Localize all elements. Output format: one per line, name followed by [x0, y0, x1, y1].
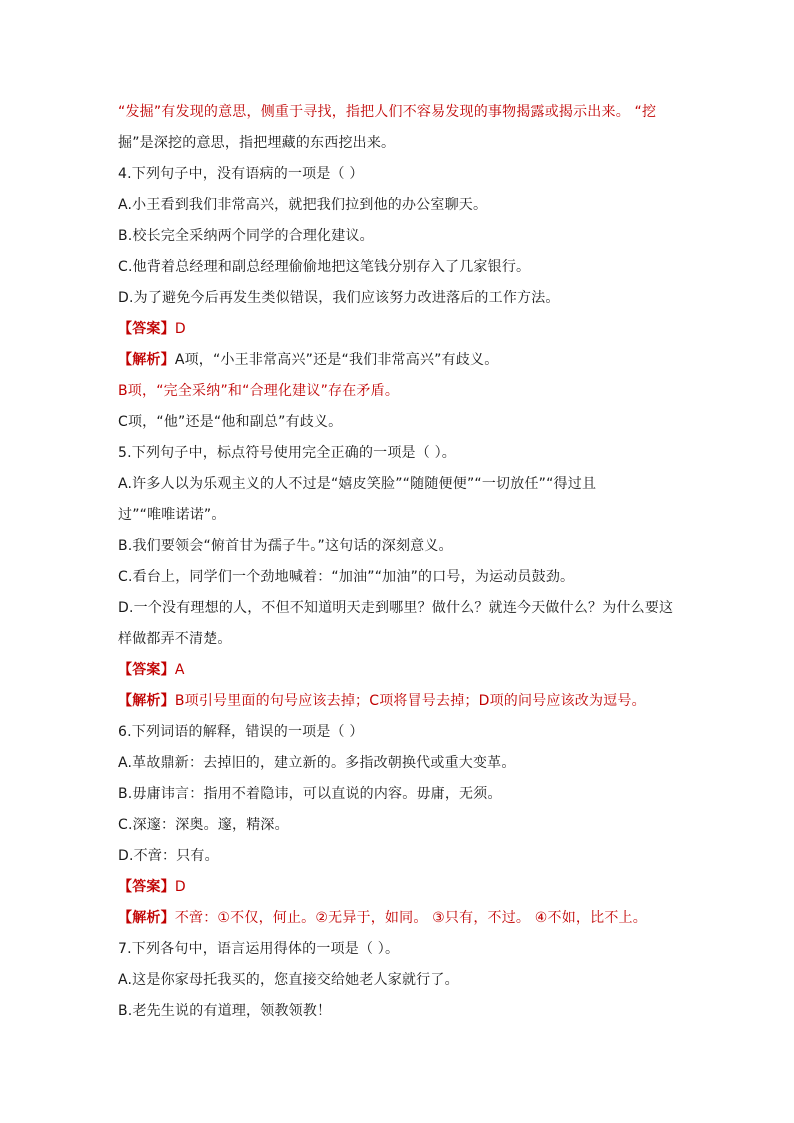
- question-5-stem: 5.下列句子中，标点符号使用完全正确的一项是（ ）。: [118, 445, 457, 461]
- analysis-value: B项引号里面的句号应该去掉；C项将冒号去掉；D项的问号应该改为逗号。: [174, 693, 646, 709]
- question-7-stem: 7.下列各句中，语言运用得体的一项是（ ）。: [118, 941, 400, 957]
- question-5-option-c: C.看台上，同学们一个劲地喊着：“加油”“加油”的口号，为运动员鼓劲。: [118, 569, 575, 585]
- question-4-answer: [118, 314, 678, 345]
- question-4-analysis-c: C项，“他”还是“他和副总”有歧义。: [118, 414, 343, 430]
- question-4-analysis: [118, 345, 678, 376]
- question-7-option-b: B.老先生说的有道理，领教领教！: [118, 1003, 332, 1019]
- question-6-option-c: C.深邃：深奥。邃，精深。: [118, 817, 289, 833]
- question-4-option-a: A.小王看到我们非常高兴，就把我们拉到他的办公室聊天。: [118, 197, 488, 213]
- analysis-value: 不啻：①不仅，何止。②无异于，如同。 ③只有，不过。 ④不如，比不上。: [174, 910, 647, 926]
- analysis-label: 【解析】: [118, 352, 175, 368]
- answer-label: 【答案】: [118, 321, 175, 337]
- analysis-text-line: “发掘”有发现的意思，侧重于寻找，指把人们不容易发现的事物揭露或揭示出来。 “挖: [118, 104, 657, 120]
- question-4-stem: 4.下列句子中，没有语病的一项是（ ）: [118, 166, 364, 182]
- question-6-option-d: D.不啻：只有。: [118, 848, 219, 864]
- question-5-answer: [118, 655, 678, 686]
- question-4-option-d: D.为了避免今后再发生类似错误，我们应该努力改进落后的工作方法。: [118, 290, 560, 306]
- question-5-option-a: A.许多人以为乐观主义的人不过是“嬉皮笑脸”“随随便便”“一切放任”“得过且: [118, 476, 597, 492]
- answer-value: D: [174, 321, 186, 337]
- question-4-option-b: B.校长完全采纳两个同学的合理化建议。: [118, 228, 374, 244]
- answer-value: A: [174, 662, 185, 678]
- question-4-analysis-b: B项，“完全采纳”和“合理化建议”存在矛盾。: [118, 383, 400, 399]
- question-6-stem: 6.下列词语的解释，错误的一项是（ ）: [118, 724, 364, 740]
- question-5-option-b: B.我们要领会“俯首甘为孺子牛。”这句话的深刻意义。: [118, 538, 453, 554]
- question-6-analysis: [118, 903, 678, 934]
- question-5-analysis: [118, 686, 678, 717]
- question-4-option-c: C.他背着总经理和副总经理偷偷地把这笔钱分别存入了几家银行。: [118, 259, 531, 275]
- question-5-option-d-cont: 样做都弄不清楚。: [118, 631, 232, 647]
- question-6-option-b: B.毋庸讳言：指用不着隐讳，可以直说的内容。毋庸，无须。: [118, 786, 502, 802]
- question-7-option-a: A.这是你家母托我买的，您直接交给她老人家就行了。: [118, 972, 459, 988]
- answer-label: 【答案】: [118, 662, 175, 678]
- analysis-label: 【解析】: [118, 910, 175, 926]
- question-6-option-a: A.革故鼎新：去掉旧的，建立新的。多指改朝换代或重大变革。: [118, 755, 516, 771]
- analysis-value: A项，“小王非常高兴”还是“我们非常高兴”有歧义。: [174, 352, 499, 368]
- question-5-option-d: D.一个没有理想的人，不但不知道明天走到哪里？做什么？就连今天做什么？为什么要这: [118, 600, 674, 616]
- question-5-option-a-cont: 过”“唯唯诺诺”。: [118, 507, 226, 523]
- question-6-answer: [118, 872, 678, 903]
- document-page: [118, 97, 678, 1027]
- analysis-label: 【解析】: [118, 693, 175, 709]
- answer-label: 【答案】: [118, 879, 175, 895]
- analysis-text-line: 掘”是深挖的意思，指把埋藏的东西挖出来。: [118, 135, 396, 151]
- answer-value: D: [174, 879, 186, 895]
